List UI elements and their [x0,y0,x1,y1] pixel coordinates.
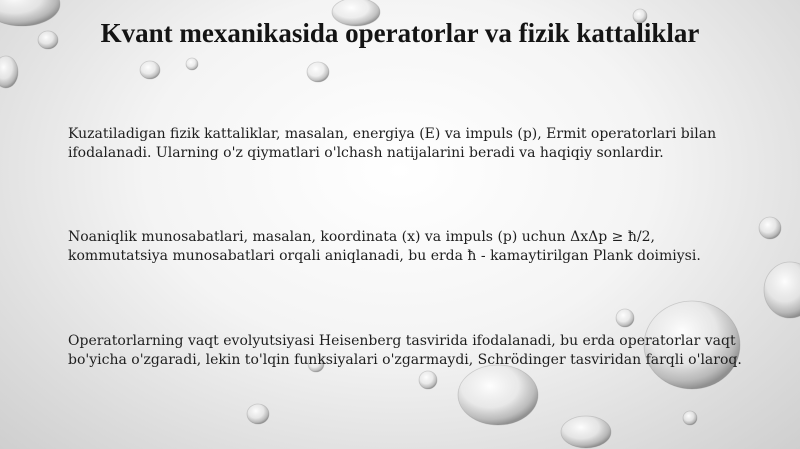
slide-title: Kvant mexanikasida operatorlar va fizik kattaliklar [100,18,700,48]
water-drop [0,56,18,88]
water-drop [140,61,160,79]
paragraph-observables: Kuzatiladigan fizik kattaliklar, masalan, energiya (E) va impuls (p), Ermit operatorlari bilan ifodalanadi. Ularning o'z qiymatlari o'lchash natijalarini beradi va haqiqiy sonlardir. [68,126,717,161]
water-drop [616,309,634,327]
water-drop [764,262,800,318]
water-drop [561,416,611,448]
water-drop [186,58,198,70]
water-drop [759,217,781,239]
water-drop [458,365,538,425]
paragraph-uncertainty: Noaniqlik munosabatlari, masalan, koordinata (x) va impuls (p) uchun ΔxΔp ≥ ħ/2, kommutatsiya munosabatlari orqali aniqlanadi, bu erda ħ - kamaytirilgan Plank doimiysi. [68,229,701,264]
water-drop [247,404,269,424]
water-drop [307,62,329,82]
water-drop [683,411,697,425]
paragraph-heisenberg: Operatorlarning vaqt evolyutsiyasi Heisenberg tasvirida ifodalanadi, bu erda operatorlar vaqt bo'yicha o'zgaradi, lekin to'lqin funksiyalari o'zgarmaydi, Schrödinger tasviridan farqli o'laroq. [68,333,742,368]
water-drop [419,371,437,389]
